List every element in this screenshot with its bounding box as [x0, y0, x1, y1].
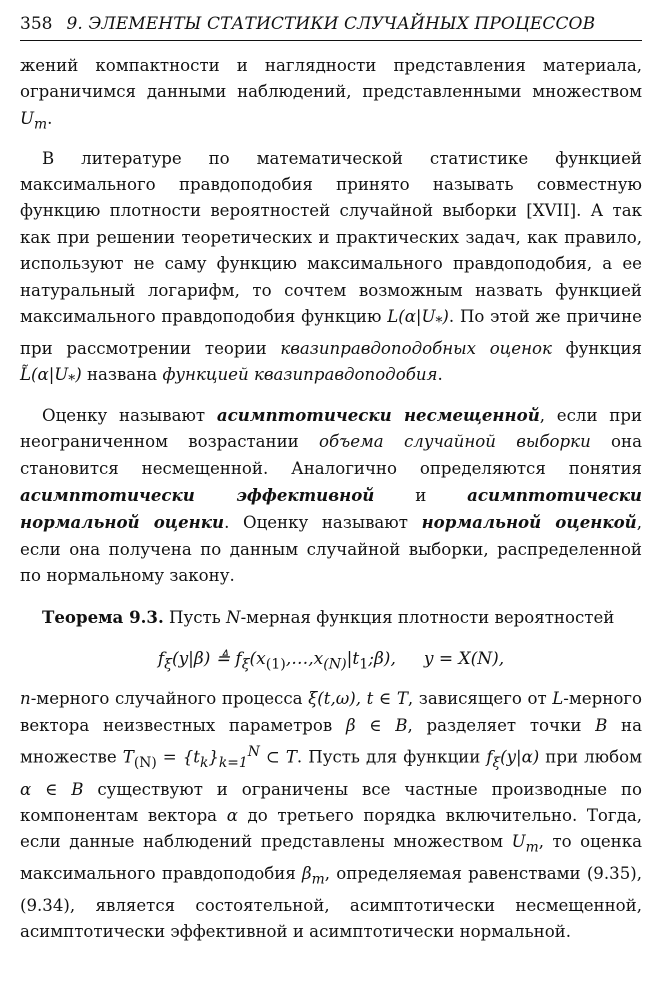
paragraph-2: В литературе по математической статистике функцией максимального правдоподобия принято называть совместную функцию плотности вероятностей случайной выборки [XVII]. А так как при решении теоретических и практических задач, как правило, используют не саму функцию максимального правдоподобия, а ее натуральный логарифм, то сочтем возможным назвать функцией максимального правдоподобия функцию $L(\alpha|U_*)$. По этой же причине при рассмотрении теории квазиправдоподобных оценок функция $L̃(\alpha|U_*)$ названа функцией квазиправдоподобия.: [20, 148, 642, 389]
term-normal-estimate: нормальной оценкой: [421, 512, 637, 533]
term-sample-size: объема случайной выборки: [319, 432, 591, 452]
book-page: [20, 14, 642, 946]
term-asymptotically-normal: асимптотически нормальной оценки: [20, 485, 642, 533]
running-header: [20, 14, 642, 41]
term-asymptotically-unbiased: асимптотически несмещенной: [216, 404, 540, 425]
paragraph-1: жений компактности и наглядности представления материала, ограничимся данными наблюдений, представленными множеством $U_m$.: [20, 56, 642, 133]
paragraph-3: Оценку называют асимптотически несмещенной, если при неограниченном возрастании объема случайной выборки она становится несмещенной. Аналогично определяются понятия асимптотически эффективной и асимптотически нормальной оценки. Оценку называют нормальной оценкой, если она получена по данным случайной выборки, распределенной по нормальному закону.: [20, 404, 643, 586]
term-quasi-likelihood: функцией квазиправдоподобия: [162, 365, 438, 385]
theorem-statement: Теорема 9.3. Пусть N-мерная функция плотности вероятностей: [42, 606, 615, 627]
running-title: 9. ЭЛЕМЕНТЫ СТАТИСТИКИ СЛУЧАЙНЫХ ПРОЦЕССОВ: [66, 14, 596, 34]
term-quasi-estimates: квазиправдоподобных оценок: [280, 338, 552, 358]
page-number: 358: [20, 14, 53, 34]
theorem-label: Теорема 9.3.: [42, 606, 164, 627]
paragraph-4: n-мерного случайного процесса ξ(t,ω), t ∈ T, зависящего от L-мерного вектора неизвестных параметров β ∈ B, разделяет точки B на множестве $T_{(N)} = \{t_k\}_{k=1}^N$ ⊂ T. Пусть для функции $f_\xi(y|\alpha)$ при любом α ∈ B существуют и ограничены все частные производные по компонентам вектора α до третьего порядка включительно. Тогда, если данные наблюдений представлены множеством $U_m$, то оценка максимального правдоподобия $\beta_m$, определяемая равенствами (9.35), (9.34), является состоятельной, асимптотически несмещенной, асимптотически эффективной и асимптотически нормальной.: [20, 689, 643, 942]
display-formula: $f_\xi(y|\beta)$ ≜ $f_\xi(x_{(1)},\dots,x_{(N)}|t_1;\beta)$, y = X(N),: [157, 649, 505, 673]
term-asymptotically-efficient: асимптотически эффективной: [20, 485, 375, 506]
